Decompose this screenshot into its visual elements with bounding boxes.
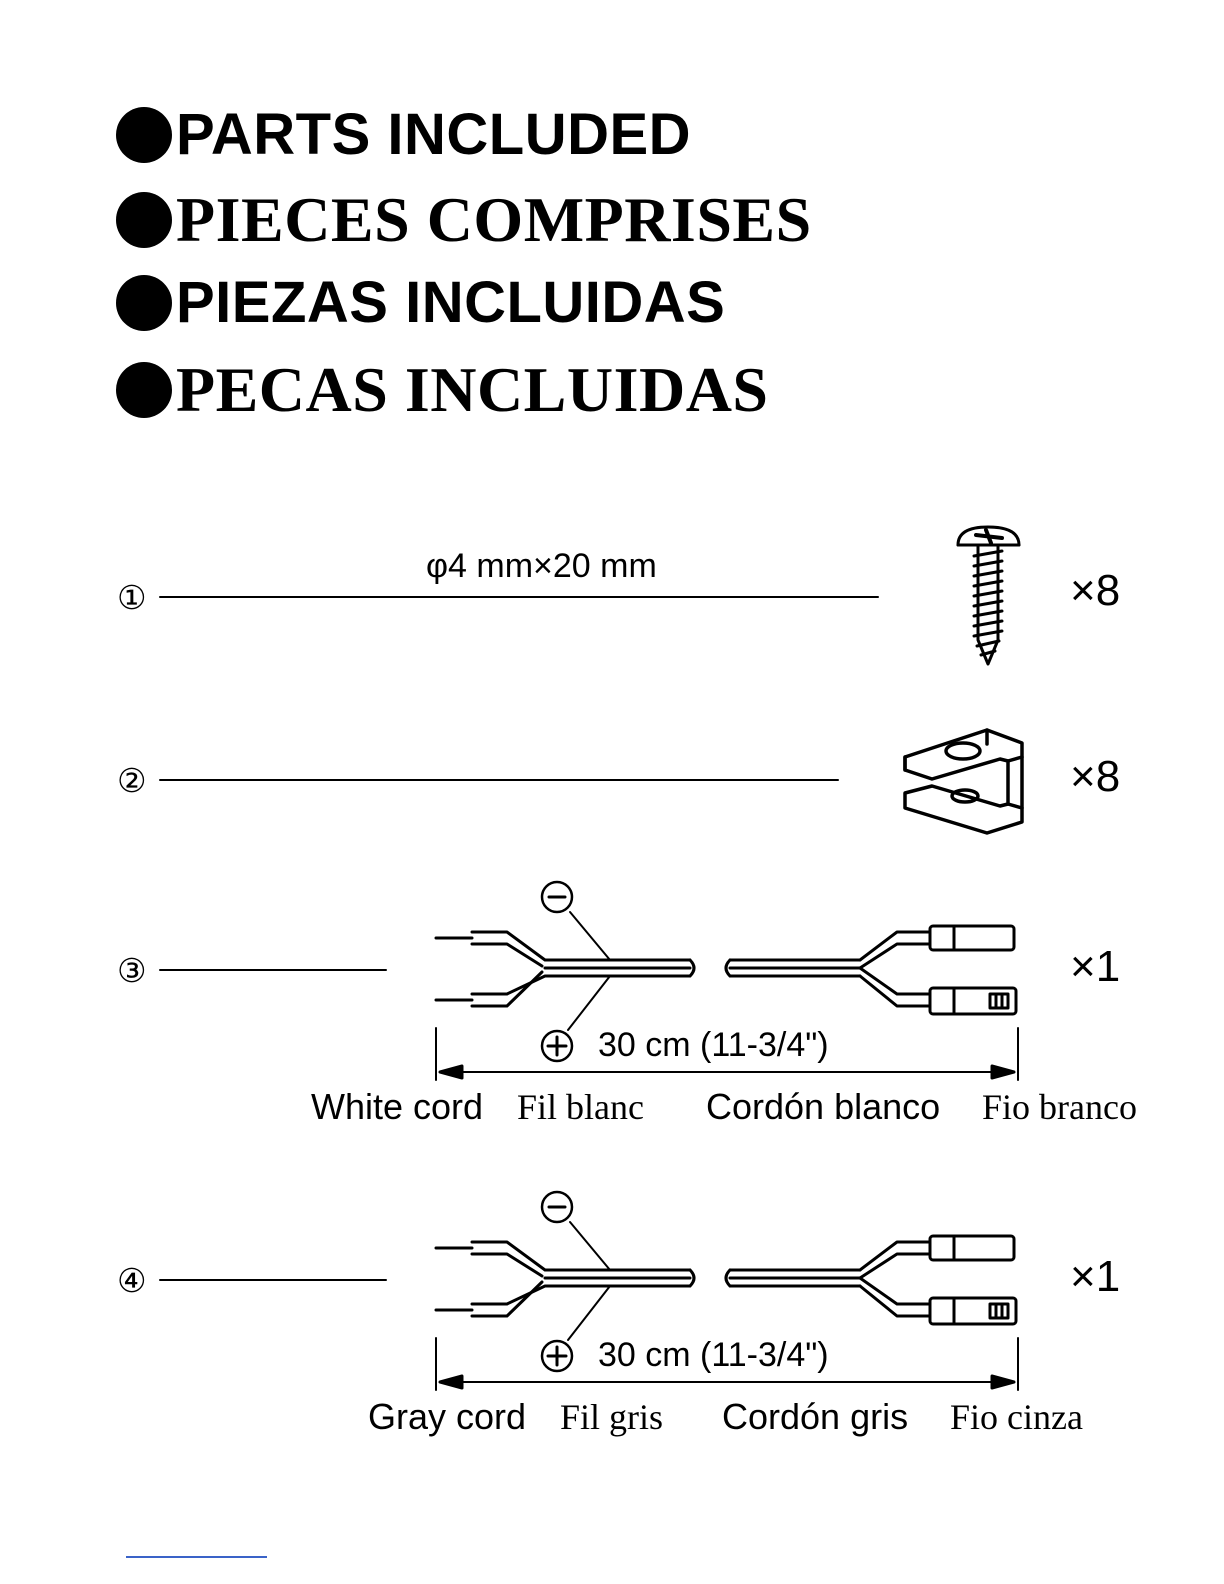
heading-text: PIECES COMPRISES [176,184,812,255]
part-number-2: ② [117,762,147,799]
cord-label-fr: Fil gris [560,1397,664,1437]
heading-text: PECAS INCLUIDAS [176,354,769,425]
bracket-clip-icon [905,730,1022,833]
quantity-1: ×8 [1070,566,1121,615]
screw-icon [958,527,1019,664]
part-number-4: ④ [117,1262,147,1299]
cord-length-3: 30 cm (11-3/4") [598,1026,829,1064]
part-number-3: ③ [117,952,147,989]
cord-label-es: Cordón gris [722,1396,909,1437]
cord-label-en: Gray cord [368,1396,527,1437]
heading-text: PARTS INCLUDED [176,102,692,167]
quantity-2: ×8 [1070,752,1121,801]
cord-label-pt: Fio branco [982,1087,1137,1127]
heading-text: PIEZAS INCLUIDAS [176,270,726,335]
quantity-4: ×1 [1070,1252,1121,1301]
cord-label-es: Cordón blanco [706,1086,941,1127]
cord-label-en: White cord [311,1086,484,1127]
screw-size-spec: φ4 mm×20 mm [426,547,657,585]
quantity-3: ×1 [1070,942,1121,991]
footer-rule [126,1556,267,1558]
cord-length-4: 30 cm (11-3/4") [598,1336,829,1374]
cord-label-fr: Fil blanc [517,1087,644,1127]
cord-label-pt: Fio cinza [950,1397,1083,1437]
part-number-1: ① [117,579,147,616]
